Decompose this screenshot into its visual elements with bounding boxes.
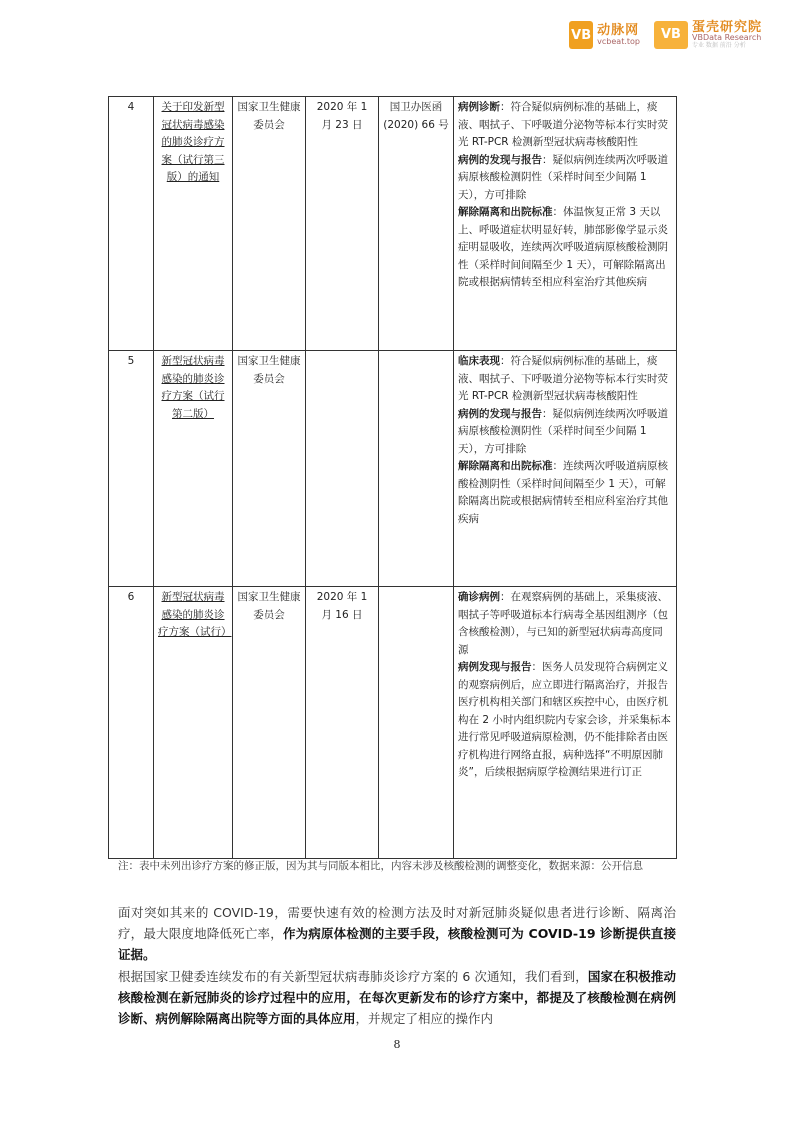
content-item [458, 353, 672, 406]
content-text: ：连续两次呼吸道病原核酸检测阴性（采样时间间隔至少 1 天），可解除隔离出院或根据病情转至相应科室治疗其他疾病 [458, 460, 668, 525]
content-item [458, 99, 672, 152]
content-item [458, 204, 672, 292]
vbdata-logo [654, 21, 762, 49]
content-text: ：医务人员发现符合病例定义的观察病例后，应立即进行隔离治疗，并报告医疗机构相关部门和辖区疾控中心，由医疗机构在 2 小时内组织院内专家会诊，并采集标本进行常见呼吸道病原检测，仍不能排除者由医疗机构进行网络直报，病种选择“不明原因肺炎”，后续根据病原学检测结果进行订正 [458, 661, 671, 778]
content-label: 解除隔离和出院标准 [458, 460, 553, 472]
content-label: 确诊病例 [458, 591, 500, 603]
content-item [458, 152, 672, 205]
plan-name-text: 关于印发新型冠状病毒感染的肺炎诊疗方案（试行第三版）的通知 [161, 101, 225, 183]
row-number: 4 [109, 97, 154, 351]
paragraph-2 [118, 966, 676, 1029]
vbdata-logo-mark: VB [654, 21, 688, 49]
paragraph-1-text: 面对突如其来的 COVID-19，需要快速有效的检测方法及时对新冠肺炎疑似患者进行诊断、隔离治疗，最大限度地降低死亡率， [118, 905, 676, 941]
content-label: 临床表现 [458, 355, 500, 367]
table-row [109, 587, 677, 859]
content-item [458, 659, 672, 782]
paragraph-2-bold: 国家在积极推动核酸检测在新冠肺炎的诊疗过程中的应用，在每次更新发布的诊疗方案中，都提及了核酸检测在病例诊断、病例解除隔离出院等方面的具体应用 [118, 969, 676, 1026]
vcbeat-logo [569, 21, 640, 49]
content-item [458, 458, 672, 528]
paragraph-2-text: 根据国家卫健委连续发布的有关新型冠状病毒肺炎诊疗方案的 6 次通知，我们看到， [118, 969, 588, 984]
vcbeat-logo-cn: 动脉网 [597, 22, 640, 38]
content-label: 病例的发现与报告 [458, 407, 542, 420]
issue-date: 2020 年 1 月 16 日 [306, 587, 379, 859]
document-number [379, 351, 454, 587]
issue-date [306, 351, 379, 587]
row-number: 5 [109, 351, 154, 587]
page-number: 8 [393, 1038, 401, 1051]
plan-name [154, 97, 233, 351]
vcbeat-logo-en: vcbeat.top [597, 36, 640, 46]
diagnosis-plan-table [108, 96, 677, 859]
content-text: ：疑似病例连续两次呼吸道病原核酸检测阴性（采样时间至少间隔 1 天），方可排除 [458, 407, 668, 455]
paragraph-1-bold: 作为病原体检测的主要手段，核酸检测可为 COVID-19 诊断提供直接证据。 [118, 926, 676, 962]
header-logos [569, 18, 762, 52]
plan-name-text: 新型冠状病毒感染的肺炎诊疗方案（试行） [158, 591, 232, 638]
content-text: ：符合疑似病例标准的基础上，痰液、咽拭子、下呼吸道分泌物等标本行实时荧光 RT-PCR 检测新型冠状病毒核酸阳性 [458, 101, 668, 148]
plan-name-text: 新型冠状病毒感染的肺炎诊疗方案（试行第二版） [161, 355, 225, 420]
paragraph-1 [118, 902, 676, 965]
vcbeat-logo-mark: VB [569, 21, 593, 49]
content-label: 病例的发现与报告 [458, 153, 542, 166]
content-label: 解除隔离和出院标准 [458, 206, 553, 218]
content-text: ：符合疑似病例标准的基础上，痰液、咽拭子、下呼吸道分泌物等标本行实时荧光 RT-PCR 检测新型冠状病毒核酸阳性 [458, 355, 668, 402]
plan-name [154, 351, 233, 587]
issuing-org: 国家卫生健康委员会 [233, 587, 306, 859]
content-cell [454, 351, 677, 587]
content-label: 病例诊断 [458, 101, 500, 113]
vbdata-logo-en: VBData Research [691, 33, 762, 43]
issuing-org: 国家卫生健康委员会 [233, 351, 306, 587]
document-number: 国卫办医函(2020) 66 号 [379, 97, 454, 351]
table-note: 注：表中未列出诊疗方案的修正版，因为其与同版本相比，内容未涉及核酸检测的调整变化，数据来源：公开信息 [118, 860, 643, 872]
vbdata-logo-cn: 蛋壳研究院 [691, 19, 762, 35]
content-item [458, 589, 672, 659]
content-cell [454, 587, 677, 859]
issuing-org: 国家卫生健康委员会 [233, 97, 306, 351]
vbdata-logo-sub: 专业 数据 前沿 分析 [691, 41, 746, 49]
content-text: ：疑似病例连续两次呼吸道病原核酸检测阴性（采样时间至少间隔 1 天），方可排除 [458, 153, 668, 201]
document-number [379, 587, 454, 859]
content-text: ：在观察病例的基础上，采集痰液、咽拭子等呼吸道标本行病毒全基因组测序（包含核酸检测），与已知的新型冠状病毒高度同源 [458, 591, 668, 656]
content-text: ：体温恢复正常 3 天以上、呼吸道症状明显好转，肺部影像学显示炎症明显吸收，连续两次呼吸道病原核酸检测阴性（采样时间间隔至少 1 天），可解除隔离出院或根据病情转至相应科室治疗其他疾病 [458, 206, 668, 288]
table-row [109, 97, 677, 351]
content-item [458, 406, 672, 459]
table-row [109, 351, 677, 587]
issue-date: 2020 年 1 月 23 日 [306, 97, 379, 351]
paragraph-2-tail: ，并规定了相应的操作内 [355, 1011, 494, 1026]
content-cell [454, 97, 677, 351]
plan-name [154, 587, 233, 859]
row-number: 6 [109, 587, 154, 859]
content-label: 病例发现与报告 [458, 661, 532, 673]
